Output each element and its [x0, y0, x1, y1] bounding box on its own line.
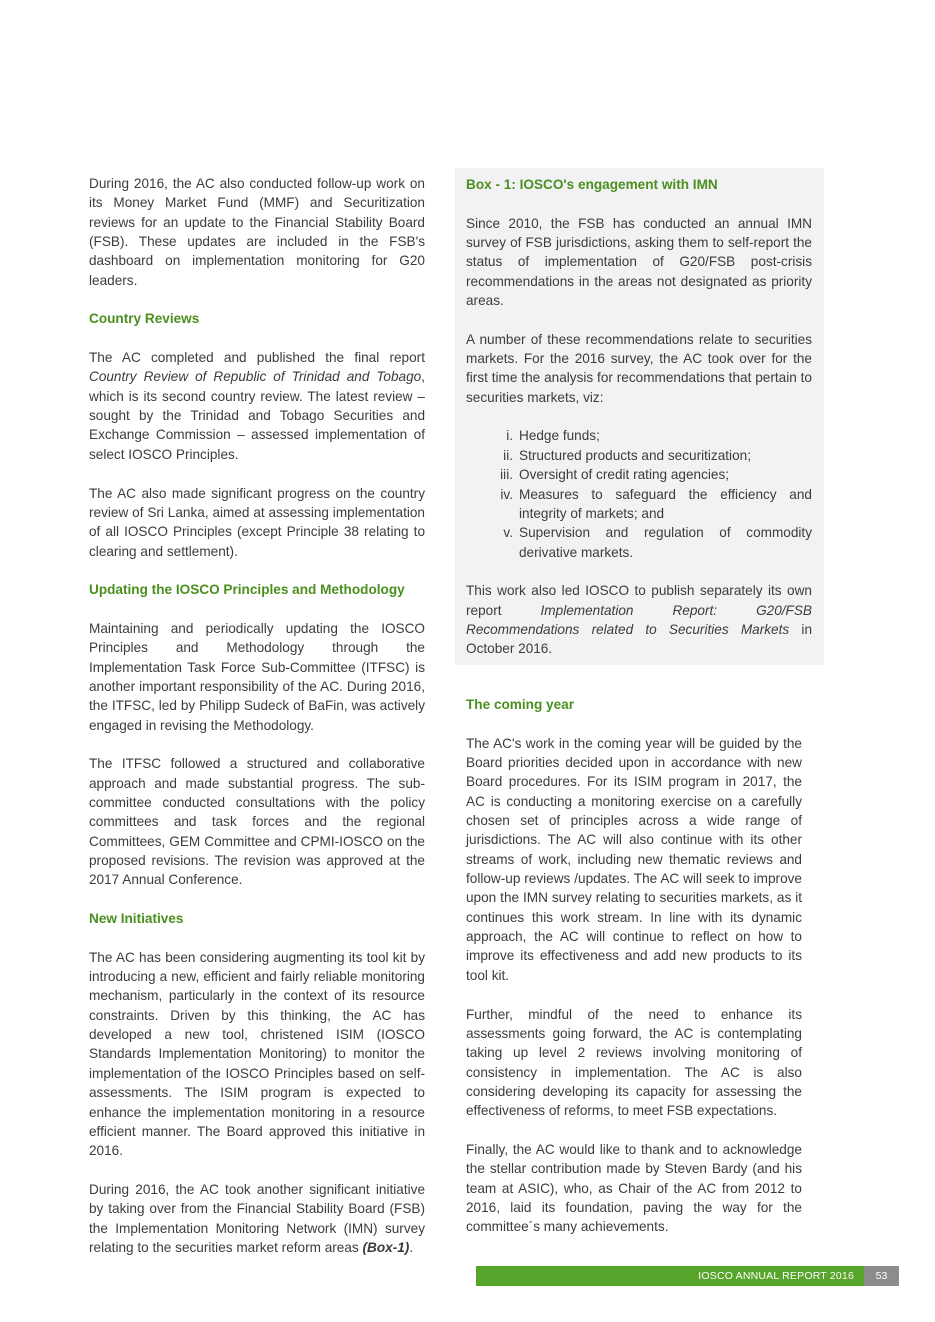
paragraph-sri-lanka-review: The AC also made significant progress on the country review of Sri Lanka, aimed at assessing implementation of all IOSCO Principles (except Principle 38 relating to clearing and settlement). [89, 485, 425, 559]
paragraph-level-2-reviews: Further, mindful of the need to enhance its assessments going forward, the AC is contemplating taking up level 2 reviews involving monitoring of consistency in implementation. The AC is also considering developing its capacity for assessing the effectiveness of reforms, to meet FSB expectations. [466, 1006, 802, 1119]
box-title: Box - 1: IOSCO's engagement with IMN [466, 177, 718, 192]
paragraph-imn-survey: During 2016, the AC took another significant initiative by taking over from the Financial Stability Board (FSB) the Implementation Monitoring Network (IMN) survey relating to the securities market reform areas (Box-1). [89, 1181, 425, 1255]
page-number: 53 [864, 1266, 899, 1286]
paragraph-follow-up-work: During 2016, the AC also conducted follow-up work on its Money Market Fund (MMF) and Securitization reviews for an update to the Financial Stability Board (FSB). These updates are included in the FSB's dashboard on implementation monitoring for G20 leaders. [89, 176, 425, 288]
box-paragraph-securities-recommendations: A number of these recommendations relate to securities markets. For the 2016 survey, the AC took over for the first time the analysis for recommendations that pertain to securities markets, viz: [466, 331, 812, 405]
list-item: v. Supervision and regulation of commodity derivative markets. [503, 525, 812, 560]
report-title-trinidad: Country Review of Republic of Trinidad and Tobago [89, 369, 422, 385]
footer-title: IOSCO ANNUAL REPORT 2016 [698, 1270, 854, 1282]
paragraph-acknowledgement: Finally, the AC would like to thank and to acknowledge the stellar contribution made by Steven Bardy (and his team at ASIC), who, as Chair of the AC from 2012 to 2016, laid its foundation, paving the way for the committee´s many achievements. [466, 1141, 802, 1235]
box-reference: (Box-1) [362, 1239, 410, 1255]
footer-bar [476, 1266, 864, 1286]
list-item: ii. Structured products and securitization; [503, 447, 751, 463]
report-title-implementation: Implementation Report: G20/FSB Recommendations related to Securities Markets [466, 602, 812, 637]
heading-country-reviews: Country Reviews [89, 311, 200, 327]
heading-new-initiatives: New Initiatives [89, 911, 184, 927]
paragraph-isim-tool: The AC has been considering augmenting its tool kit by introducing a new, efficient and fairly reliable monitoring mechanism, particularly in the context of its resource constraints. Driven by this thinking, the AC has developed a new tool, christened ISIM (IOSCO Standards Implementation Monitoring) to monitor the implementation of the IOSCO Principles based on self-assessments. The ISIM program is expected to enhance the implementation monitoring in a resource efficient manner. The Board approved this initiative in 2016. [89, 949, 425, 1159]
paragraph-trinidad-review: The AC completed and published the final report Country Review of Republic of Trinidad and Tobago, which is its second country review. The latest review – sought by the Trinidad and Tobago Securities and Exchange Commission – assessed implementation of select IOSCO Principles. [89, 350, 425, 462]
box-imn-engagement [455, 168, 824, 665]
paragraph-itfsc-approach: The ITFSC followed a structured and collaborative approach and made substantial progress. The sub-committee conducted consultations with the policy committees and task forces and the regional Committees, GEM Committee and CPMI-IOSCO on the proposed revisions. The revision was approved at the 2017 Annual Conference. [89, 756, 425, 888]
heading-updating-principles: Updating the IOSCO Principles and Methodology [89, 582, 405, 598]
recommendations-list [466, 426, 812, 561]
paragraph-itfsc-responsibility: Maintaining and periodically updating the IOSCO Principles and Methodology through the Implementation Task Force Sub-Committee (ITFSC) is another important responsibility of the AC. During 2016, the ITFSC, led by Philipp Sudeck of BaFin, was actively engaged in revising the Methodology. [89, 620, 425, 733]
paragraph-coming-year-work: The AC's work in the coming year will be guided by the Board priorities decided upon in accordance with new Board procedures. For its ISIM program in 2017, the AC is conducting a monitoring exercise on a carefully chosen set of principles across a wide range of jurisdictions. The AC will also continue with its other streams of work, including new thematic reviews and follow-up reviews /updates. The AC will seek to improve upon the IMN survey relating to securities markets, as it continues this work stream. In line with its dynamic approach, the AC will continue to reflect on how to improve its effectiveness and add new products to its tool kit. [466, 735, 802, 983]
right-column [466, 695, 802, 1256]
box-paragraph-implementation-report: This work also led IOSCO to publish separately its own report Implementation Report: G20/FSB Recommendations related to Securities Markets in October 2016. [466, 583, 812, 657]
heading-coming-year: The coming year [466, 697, 575, 712]
list-item: iv. Measures to safeguard the efficiency and integrity of markets; and [500, 486, 812, 521]
list-item: i. Hedge funds; [506, 428, 600, 444]
box-paragraph-fsb-survey: Since 2010, the FSB has conducted an annual IMN survey of FSB jurisdictions, asking them to self-report the status of implementation of G20/FSB post-crisis recommendations in the areas not designated as priority areas. [466, 215, 812, 309]
list-item: iii. Oversight of credit rating agencies; [500, 467, 730, 483]
left-column [89, 174, 425, 1277]
